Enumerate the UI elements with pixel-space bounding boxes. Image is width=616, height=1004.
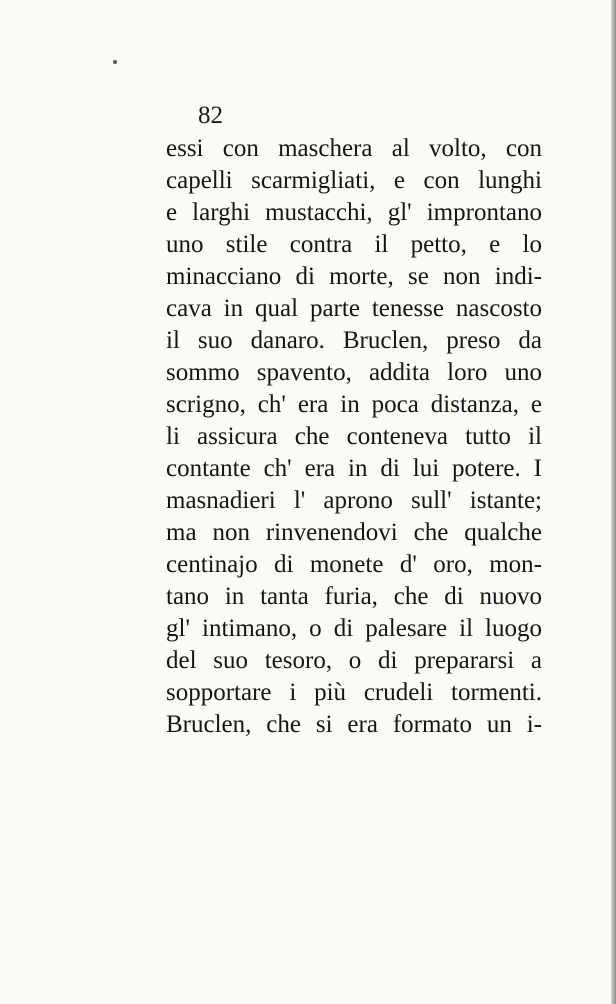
text-line: centinajo di monete d' oro, mon- bbox=[166, 551, 542, 578]
text-line: scrigno, ch' era in poca distanza, e bbox=[166, 391, 542, 418]
text-line: minacciano di morte, se non indi- bbox=[166, 263, 542, 290]
text-line: del suo tesoro, o di prepararsi a bbox=[166, 647, 542, 674]
text-line: capelli scarmigliati, e con lunghi bbox=[166, 167, 542, 194]
text-line: tano in tanta furia, che di nuovo bbox=[166, 583, 542, 610]
text-line: contante ch' era in di lui potere. I bbox=[166, 455, 542, 482]
body-text bbox=[166, 133, 542, 741]
text-line: ma non rinvenendovi che qualche bbox=[166, 519, 542, 546]
text-line: sopportare i più crudeli tormenti. bbox=[166, 679, 542, 706]
text-line: sommo spavento, addita loro uno bbox=[166, 359, 542, 386]
text-line: Bruclen, che si era formato un i- bbox=[166, 711, 542, 738]
text-line: cava in qual parte tenesse nascosto bbox=[166, 295, 542, 322]
text-line: il suo danaro. Bruclen, preso da bbox=[166, 327, 542, 354]
text-line: li assicura che conteneva tutto il bbox=[166, 423, 542, 450]
text-line: e larghi mustacchi, gl' improntano bbox=[166, 199, 542, 226]
text-line: essi con maschera al volto, con bbox=[166, 135, 542, 162]
ink-speck bbox=[113, 60, 117, 64]
page-number: 82 bbox=[198, 102, 223, 129]
text-line: masnadieri l' aprono sull' istante; bbox=[166, 487, 542, 514]
text-line: gl' intimano, o di palesare il luogo bbox=[166, 615, 542, 642]
text-line: uno stile contra il petto, e lo bbox=[166, 231, 542, 258]
page-edge-shadow bbox=[611, 0, 616, 1004]
